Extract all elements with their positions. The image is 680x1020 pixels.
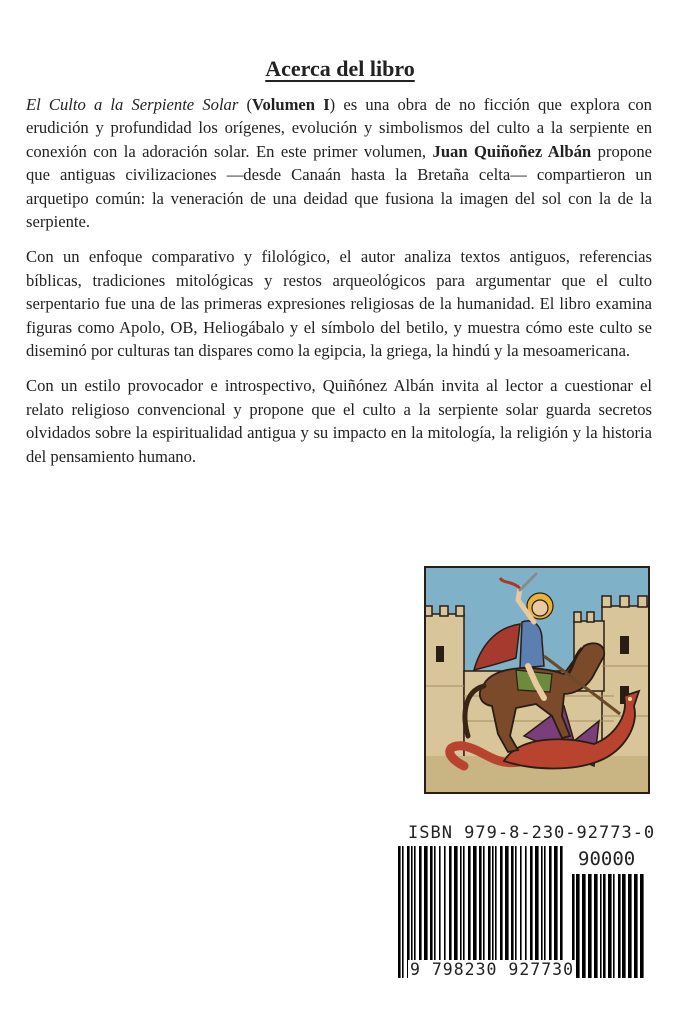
barcode-bar [505, 846, 509, 978]
barcode-bar [628, 874, 632, 978]
barcode-bar [398, 846, 401, 978]
barcode-bar [603, 874, 606, 978]
barcode-bar [535, 846, 539, 978]
barcode-digits: 9 798230 927730 [410, 960, 575, 979]
barcode-bar [588, 874, 592, 978]
barcode-bar [549, 846, 552, 978]
paragraph-1-text-b: propone que antiguas civilizaciones —desde Canaán hasta la Bretaña celta— compartieron un arquetipo común: la veneración de una deidad que fusiona la imagen del sol con la de la serpiente. [26, 141, 652, 232]
paragraph-1 [26, 93, 652, 233]
barcode-bar [460, 846, 462, 978]
barcode-bar [454, 846, 458, 978]
dragon-eye [628, 697, 632, 701]
barcode-bar [483, 846, 485, 978]
barcode-bar [495, 846, 497, 978]
barcode-bar [488, 846, 491, 978]
barcode-bar [530, 846, 533, 978]
barcode-bar [479, 846, 482, 978]
barcode-bar [634, 874, 638, 978]
paragraph-1-text-a: ) es una obra de no ficción que explora con erudición y profundidad los orígenes, evolución y simbolismos del culto a la serpiente en conexión con la adoración solar. En este primer volumen, [26, 95, 652, 161]
isbn-label: ISBN 979-8-230-92773-0 [408, 823, 656, 843]
barcode-bar [434, 846, 436, 978]
barcode-bar [560, 846, 563, 978]
barcode-bar [439, 846, 441, 978]
barcode-bar [430, 846, 433, 978]
barcode-bar [449, 846, 452, 978]
barcode-bar [600, 874, 602, 978]
book-title: El Culto a la Serpiente Solar [26, 95, 239, 114]
volume-label: Volumen I [252, 95, 330, 114]
paragraph-3: Con un estilo provocador e introspectivo, Quiñónez Albán invita al lector a cuestionar el relato religioso convencional y propone que el culto a la serpiente solar guarda secretos olvidados sobre la espiritualidad antigua y su impacto en la mitología, la religión y la historia del pensamiento humano. [26, 376, 652, 466]
barcode-bar [468, 846, 471, 978]
saint-george-dragon-illustration [424, 566, 650, 794]
barcode-bar [554, 846, 558, 978]
barcode-bar [618, 874, 621, 978]
paragraph-1-paren-open: ( [238, 95, 253, 114]
barcode-bar [419, 846, 422, 978]
barcode-bar [500, 846, 503, 978]
barcode-bar [608, 874, 612, 978]
barcode-bar [582, 874, 586, 978]
barcode-bar [525, 846, 527, 978]
barcode-bar [622, 874, 626, 978]
barcode-bar [541, 846, 543, 978]
barcode-bar [407, 846, 410, 978]
author-name: Juan Quiñoñez Albán [432, 141, 592, 161]
rider-head [532, 600, 548, 616]
barcode-bars-addon [572, 874, 644, 978]
barcode-bar [594, 874, 598, 978]
barcode-bars-main [398, 846, 563, 978]
barcode-bar [640, 874, 644, 978]
barcode-bar [492, 846, 494, 978]
price-code: 90000 [578, 848, 636, 870]
barcode-bar [444, 846, 446, 978]
page-title: Acerca del libro [265, 56, 415, 81]
barcode-bar [613, 874, 615, 978]
paragraph-2: Con un enfoque comparativo y filológico, el autor analiza textos antiguos, referencias bíblicas, tradiciones mitológicas y restos arqueológicos para argumentar que el culto serpentario fue una de las primeras expresiones religiosas de la humanidad. El libro examina figuras como Apolo, OB, Heliogábalo y el símbolo del betilo, y muestra cómo este culto se diseminó por culturas tan dispares como la egipcia, la griega, la hindú y la mesoamericana. [26, 247, 652, 361]
barcode-bar [515, 846, 517, 978]
barcode-bar [520, 846, 522, 978]
book-description [26, 93, 652, 480]
barcode-bar [411, 846, 413, 978]
barcode-bar [463, 846, 465, 978]
barcode-bar [544, 846, 546, 978]
barcode-bar [576, 874, 580, 978]
barcode-bar [473, 846, 477, 978]
barcode-bar [424, 846, 428, 978]
barcode-bar [414, 846, 416, 978]
barcode-bar [402, 846, 404, 978]
barcode-bar [511, 846, 514, 978]
